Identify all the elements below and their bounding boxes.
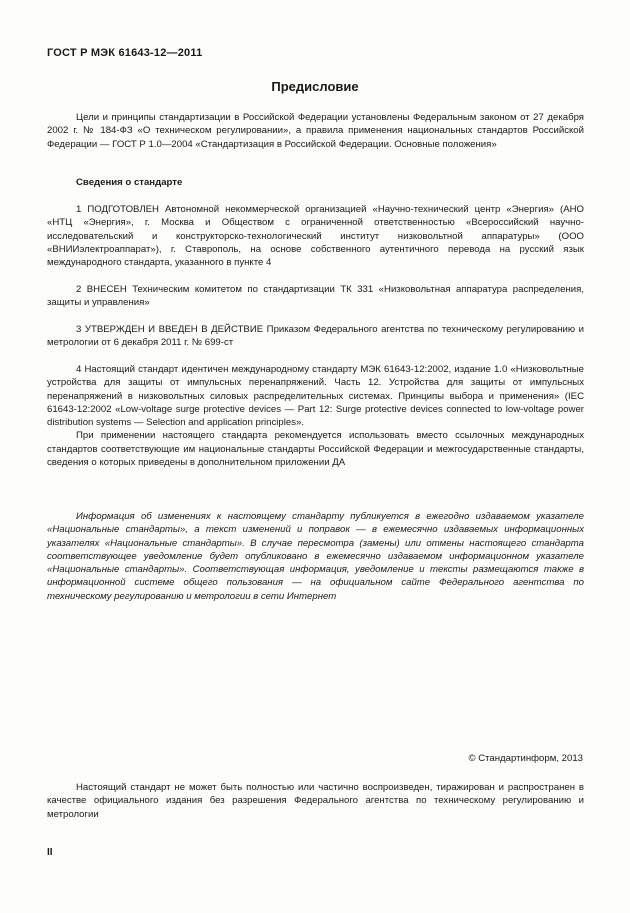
section-heading: Сведения о стандарте bbox=[76, 177, 183, 188]
item-4-paragraph: 4 Настоящий стандарт идентичен международному стандарту МЭК 61643-12:2002, издание 1.0 «Низковольтные устройства для защиты от импульсных перенапряжений. Часть 12. Устройства для защиты от импульсных перенапряжений в низковольтных силовых распределительных системах. Принципы выбора и применения» (IEC 61643-12:2002 «Low-voltage surge protective devices — Part 12: Surge protective devices connected to low-voltage power distribution systems — Selection and application principles». bbox=[47, 364, 584, 429]
item-3-block bbox=[47, 323, 584, 350]
copyright-line: © Стандартинформ, 2013 bbox=[468, 753, 583, 764]
intro-paragraph: Цели и принципы стандартизации в Российской Федерации установлены Федеральным законом от 27 декабря 2002 г. № 184-ФЗ «О техническом регулировании», а правила применения национальных стандартов Российской Федерации — ГОСТ Р 1.0—2004 «Стандартизация в Российской Федерации. Основные положения» bbox=[47, 112, 584, 150]
page-number: II bbox=[47, 847, 53, 858]
page-title: Предисловие bbox=[271, 79, 359, 94]
item-4-note-paragraph: При применении настоящего стандарта рекомендуется использовать вместо ссылочных международных стандартов соответствующие им национальные стандарты Российской Федерации и межгосударственные стандарты, сведения о которых приведены в дополнительном приложении ДА bbox=[47, 430, 584, 469]
item-2-block bbox=[47, 283, 584, 310]
rights-paragraph: Настоящий стандарт не может быть полностью или частично воспроизведен, тиражирован и распространен в качестве официального издания без разрешения Федерального агентства по техническому регулированию и метрологии bbox=[47, 782, 584, 820]
item-2-paragraph: 2 ВНЕСЕН Техническим комитетом по стандартизации ТК 331 «Низковольтная аппаратура распределения, защиты и управления» bbox=[47, 284, 584, 309]
item-4-block bbox=[47, 363, 584, 469]
standard-code-header: ГОСТ Р МЭК 61643-12—2011 bbox=[47, 47, 203, 59]
intro-block bbox=[47, 111, 584, 151]
notice-block bbox=[47, 510, 584, 603]
notice-paragraph: Информация об изменениях к настоящему стандарту публикуется в ежегодно издаваемом указателе «Национальные стандарты», а текст изменений и поправок — в ежемесячно издаваемых информационных указателях «Национальные стандарты». В случае пересмотра (замены) или отмены настоящего стандарта соответствующее уведомление будет опубликовано в ежемесячно издаваемом информационном указателе «Национальные стандарты». Соответствующая информация, уведомление и тексты размещаются также в информационной системе общего пользования — на официальном сайте Федерального агентства по техническому регулированию и метрологии в сети Интернет bbox=[47, 511, 584, 602]
rights-block bbox=[47, 781, 584, 821]
item-3-paragraph: 3 УТВЕРЖДЕН И ВВЕДЕН В ДЕЙСТВИЕ Приказом Федерального агентства по техническому регулированию и метрологии от 6 декабря 2011 г. № 699-ст bbox=[47, 324, 584, 349]
item-1-block bbox=[47, 203, 584, 269]
item-1-paragraph: 1 ПОДГОТОВЛЕН Автономной некоммерческой организацией «Научно-технический центр «Энергия» (АНО «НТЦ «Энергия», г. Москва и Обществом с ограниченной ответственностью «Всероссийский научно-исследовательский и конструкторско-технологический институт низковольтной аппаратуры» (ООО «ВНИИэлектроаппарат»), г. Ставрополь, на основе собственного аутентичного перевода на русский язык международного стандарта, указанного в пункте 4 bbox=[47, 204, 584, 269]
